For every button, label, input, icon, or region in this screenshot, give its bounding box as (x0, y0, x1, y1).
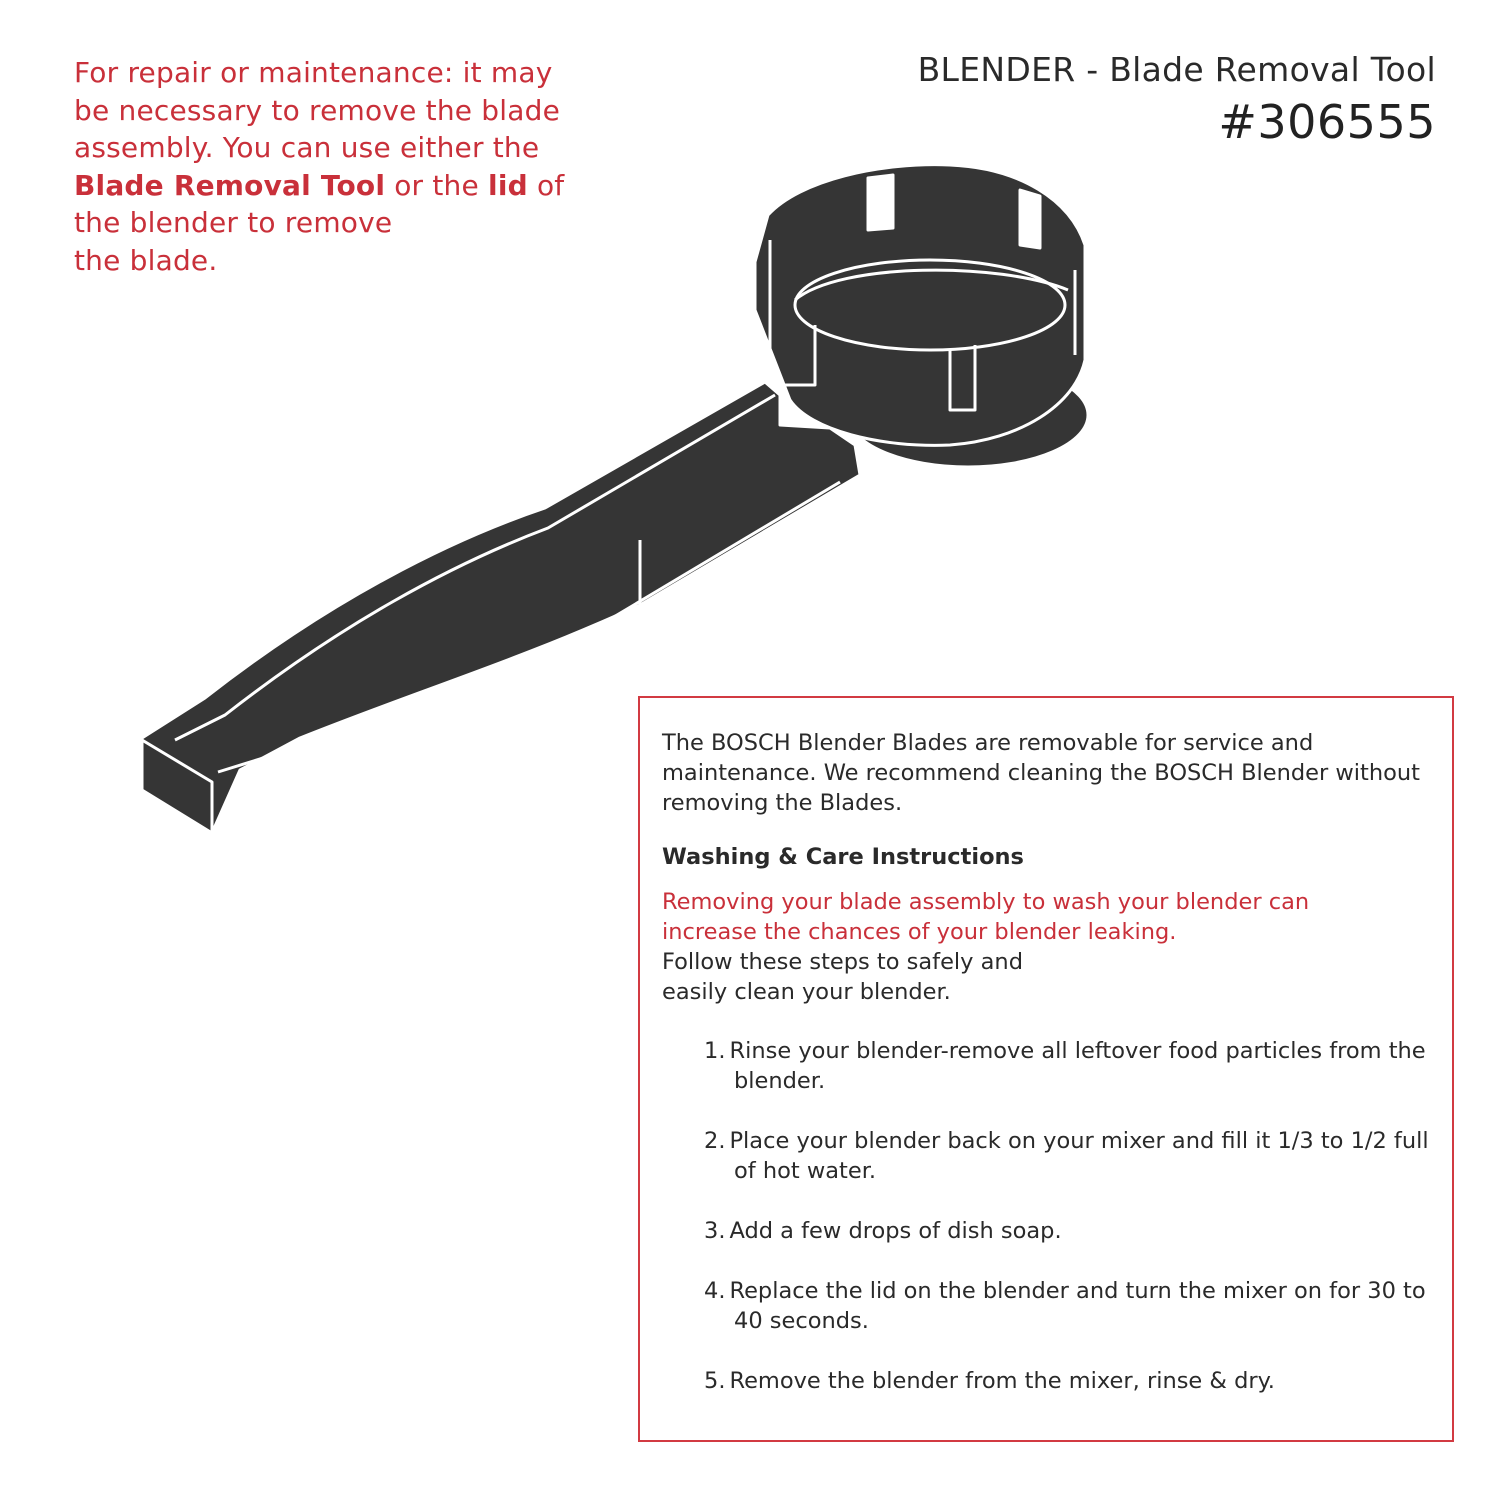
tool-ring-notch (868, 175, 893, 230)
intro-of: of (527, 168, 565, 202)
follow-line-2: easily clean your blender. (662, 979, 951, 1005)
step-text: Add a few drops of dish soap. (729, 1218, 1062, 1244)
intro-line-2: be necessary to remove the blade (74, 93, 561, 127)
step-item (704, 1366, 1430, 1396)
step-text: Place your blender back on your mixer and fill it 1/3 to 1/2 full of hot water. (729, 1128, 1429, 1184)
step-number: 4. (704, 1278, 726, 1304)
step-number: 2. (704, 1128, 726, 1154)
intro-or-the: or the (385, 168, 489, 202)
tool-ring-notch (1020, 190, 1040, 248)
warning-line-2: increase the chances of your blender leaking. (662, 919, 1177, 945)
part-number: #306555 (1218, 95, 1436, 149)
step-item (704, 1036, 1430, 1096)
intro-line-3: assembly. You can use either the (74, 131, 540, 164)
step-text: Replace the lid on the blender and turn the mixer on for 30 to 40 seconds. (729, 1278, 1426, 1334)
care-instructions-panel (638, 696, 1454, 1442)
warning-line-1: Removing your blade assembly to wash your blender can (662, 889, 1310, 915)
follow-line-1: Follow these steps to safely and (662, 949, 1023, 975)
step-item (704, 1276, 1430, 1336)
step-text: Rinse your blender-remove all leftover food particles from the blender. (729, 1038, 1426, 1094)
step-text: Remove the blender from the mixer, rinse & dry. (729, 1368, 1275, 1394)
steps-list (662, 1036, 1430, 1396)
step-number: 3. (704, 1218, 726, 1244)
step-number: 1. (704, 1038, 726, 1064)
step-number: 5. (704, 1368, 726, 1394)
intro-line-6: the blade. (74, 243, 218, 277)
intro-bold-tool: Blade Removal Tool (74, 168, 386, 202)
intro-bold-lid: lid (488, 168, 528, 202)
panel-intro: The BOSCH Blender Blades are removable for service and maintenance. We recommend cleaning the BOSCH Blender without removing the Blades. (662, 730, 1420, 816)
step-item (704, 1126, 1430, 1186)
intro-line-1: For repair or maintenance: it may (74, 56, 553, 89)
intro-line-5: the blender to remove (74, 206, 393, 239)
tool-ring-opening (795, 260, 1065, 350)
step-item (704, 1216, 1430, 1246)
page-title: BLENDER - Blade Removal Tool (917, 50, 1436, 89)
panel-heading: Washing & Care Instructions (662, 844, 1024, 870)
